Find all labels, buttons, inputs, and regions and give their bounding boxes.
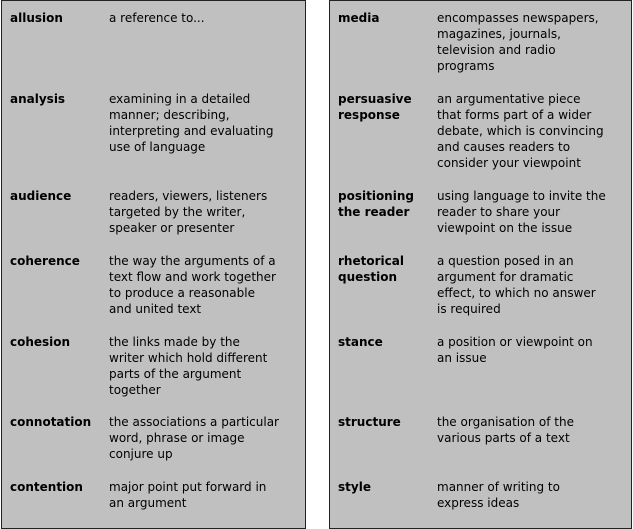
definition: examining in a detailed manner; describing, interpreting and evaluating use of language [109, 92, 274, 154]
definition: a question posed in an argument for dramatic effect, to which no answer is required [437, 254, 596, 316]
term: media [338, 11, 380, 25]
term: analysis [10, 92, 66, 106]
term: stance [338, 335, 383, 349]
term: positioning the reader [338, 189, 414, 219]
term: style [338, 480, 371, 494]
definition: the associations a particular word, phrase or image conjure up [109, 415, 279, 461]
term: structure [338, 415, 401, 429]
term: audience [10, 189, 72, 203]
definition: the links made by the writer which hold different parts of the argument together [109, 335, 268, 397]
term: coherence [10, 254, 80, 268]
definition: a position or viewpoint on an issue [437, 335, 593, 365]
term: rhetorical question [338, 254, 404, 284]
definition: using language to invite the reader to share your viewpoint on the issue [437, 189, 606, 235]
term: cohesion [10, 335, 71, 349]
glossary-panel-right [329, 0, 632, 529]
term: connotation [10, 415, 92, 429]
definition: encompasses newspapers, magazines, journals, television and radio programs [437, 11, 599, 73]
glossary-panel-left [1, 0, 306, 529]
definition: a reference to... [109, 11, 205, 25]
term: contention [10, 480, 83, 494]
term: persuasive response [338, 92, 412, 122]
definition: the way the arguments of a text flow and work together to produce a reasonable and united text [109, 254, 276, 316]
definition: the organisation of the various parts of a text [437, 415, 574, 445]
definition: an argumentative piece that forms part of a wider debate, which is convincing and causes readers to consider your viewpoint [437, 92, 604, 170]
definition: manner of writing to express ideas [437, 480, 560, 510]
definition: major point put forward in an argument [109, 480, 267, 510]
term: allusion [10, 11, 63, 25]
definition: readers, viewers, listeners targeted by the writer, speaker or presenter [109, 189, 268, 235]
